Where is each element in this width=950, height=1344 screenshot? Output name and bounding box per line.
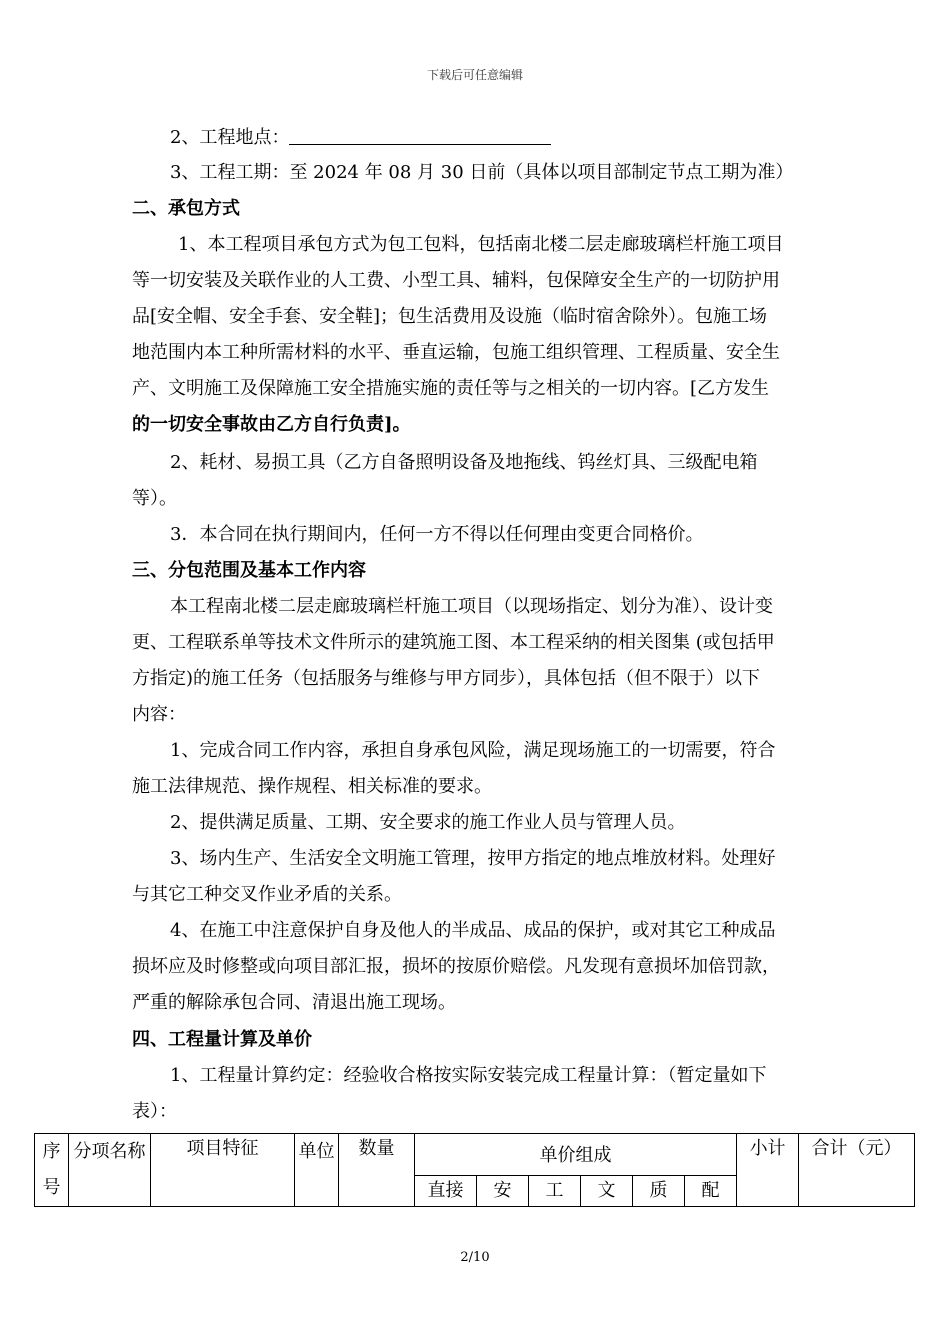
section-heading-2: 二、承包方式 [132,198,240,219]
paragraph-line: 2、提供满足质量、工期、安全要求的施工作业人员与管理人员。 [170,812,686,833]
paragraph-line: 的一切安全事故由乙方自行负责]。 [132,414,411,435]
paragraph-line: 内容： [132,704,186,725]
paragraph-line: 地范围内本工种所需材料的水平、垂直运输，包施工组织管理、工程质量、安全生 [132,342,780,363]
sub-header-work: 工 [529,1175,581,1206]
sub-header-safety: 安 [477,1175,529,1206]
quantity-table [34,1133,915,1207]
page-header: 下载后可任意编辑 [426,68,523,82]
paragraph-line: 3．本合同在执行期间内，任何一方不得以任何理由变更合同格价。 [170,524,704,545]
col-header-feature: 项目特征 [151,1134,295,1207]
col-header-item: 分项名称 [69,1134,151,1207]
paragraph-line: 损坏应及时修整或向项目部汇报，损坏的按原价赔偿。凡发现有意损坏加倍罚款， [132,956,780,977]
paragraph-line: 2、耗材、易损工具（乙方自备照明设备及地拖线、钨丝灯具、三级配电箱 [170,452,758,473]
col-header-total: 合计（元） [799,1134,915,1207]
paragraph-line: 1、本工程项目承包方式为包工包料，包括南北楼二层走廊玻璃栏杆施工项目 [178,234,784,255]
paragraph-line: 1、完成合同工作内容，承担自身承包风险，满足现场施工的一切需要，符合 [170,740,776,761]
paragraph-line: 1、工程量计算约定：经验收合格按实际安装完成工程量计算：（暂定量如下 [170,1065,767,1086]
project-location-blank [289,128,551,145]
sub-header-match: 配 [685,1175,737,1206]
paragraph-line: 表）： [132,1101,177,1122]
paragraph-line: 方指定)的施工任务（包括服务与维修与甲方同步），具体包括（但不限于）以下 [132,668,761,689]
paragraph-line: 施工法律规范、操作规程、相关标准的要求。 [132,776,492,797]
page-number: 2/10 [460,1250,490,1265]
paragraph-line: 品[安全帽、安全手套、安全鞋]；包生活费用及设施（临时宿舍除外）。包施工场 [132,306,768,327]
sub-header-civil: 文 [581,1175,633,1206]
section-heading-4: 四、工程量计算及单价 [132,1029,312,1050]
paragraph-line: 等一切安装及关联作业的人工费、小型工具、辅料，包保障安全生产的一切防护用 [132,270,780,291]
paragraph-line: 3、场内生产、生活安全文明施工管理，按甲方指定的地点堆放材料。处理好 [170,848,776,869]
project-location-label: 2、工程地点： [170,127,290,148]
paragraph-line: 4、在施工中注意保护自身及他人的半成品、成品的保护，或对其它工种成品 [170,920,776,941]
col-header-unit-price: 单价组成 [415,1134,737,1176]
sub-header-direct: 直接 [415,1175,477,1206]
paragraph-line: 更、工程联系单等技术文件所示的建筑施工图、本工程采纳的相关图集 (或包括甲 [132,632,775,653]
col-header-unit: 单位 [295,1134,339,1207]
paragraph-line: 本工程南北楼二层走廊玻璃栏杆施工项目（以现场指定、划分为准）、设计变 [170,596,773,617]
paragraph-line: 等）。 [132,488,177,509]
sub-header-quality: 质 [633,1175,685,1206]
col-header-quantity: 数量 [339,1134,415,1207]
project-period-line: 3、工程工期：至 2024 年 08 月 30 日前（具体以项目部制定节点工期为准） [170,162,794,183]
section-heading-3: 三、分包范围及基本工作内容 [132,560,366,581]
col-header-subtotal: 小计 [737,1134,799,1207]
col-header-no: 序号 [35,1134,69,1207]
paragraph-line: 严重的解除承包合同、清退出施工现场。 [132,992,456,1013]
paragraph-line: 与其它工种交叉作业矛盾的关系。 [132,884,402,905]
paragraph-line: 产、文明施工及保障施工安全措施实施的责任等与之相关的一切内容。[乙方发生 [132,378,770,399]
project-location-line [170,127,860,149]
